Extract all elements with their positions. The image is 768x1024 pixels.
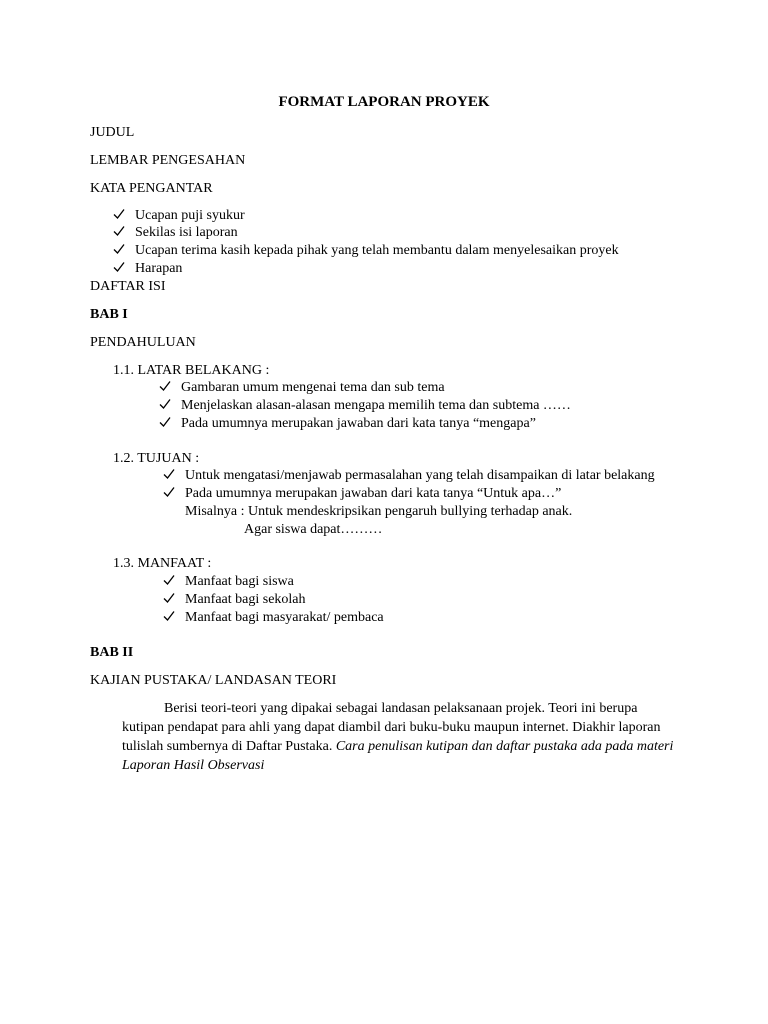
checkmark-icon <box>112 242 126 259</box>
list-item: Gambaran umum mengenai tema dan sub tema <box>181 380 445 395</box>
checkmark-icon <box>158 379 172 396</box>
example-text: Agar siswa dapat……… <box>244 522 383 537</box>
list-item: Ucapan puji syukur <box>135 208 245 223</box>
checkmark-icon <box>162 591 176 608</box>
checkmark-icon <box>162 467 176 484</box>
subheading-manfaat: 1.3. MANFAAT : <box>113 556 212 571</box>
heading-kata-pengantar: KATA PENGANTAR <box>90 181 213 196</box>
heading-pendahuluan: PENDAHULUAN <box>90 335 196 350</box>
list-item: Menjelaskan alasan-alasan mengapa memilih tema dan subtema …… <box>181 398 571 413</box>
heading-judul: JUDUL <box>90 125 135 140</box>
checkmark-icon <box>112 260 126 277</box>
list-item: Manfaat bagi sekolah <box>185 592 306 607</box>
checkmark-icon <box>112 224 126 241</box>
checkmark-icon <box>112 207 126 224</box>
heading-daftar-isi: DAFTAR ISI <box>90 279 166 294</box>
list-item: Untuk mengatasi/menjawab permasalahan yang telah disampaikan di latar belakang <box>185 468 655 483</box>
kajian-italic-text: Cara penulisan kutipan dan daftar pustaka ada pada materi Laporan Hasil Observasi <box>122 739 674 773</box>
list-item: Pada umumnya merupakan jawaban dari kata tanya “Untuk apa…” <box>185 486 562 501</box>
list-item: Manfaat bagi masyarakat/ pembaca <box>185 610 384 625</box>
heading-kajian-pustaka: KAJIAN PUSTAKA/ LANDASAN TEORI <box>90 673 337 688</box>
page-title: FORMAT LAPORAN PROYEK <box>278 94 490 110</box>
checkmark-icon <box>158 397 172 414</box>
list-item: Ucapan terima kasih kepada pihak yang telah membantu dalam menyelesaikan proyek <box>135 243 619 258</box>
list-item: Sekilas isi laporan <box>135 225 238 240</box>
list-item: Manfaat bagi siswa <box>185 574 294 589</box>
heading-bab-1: BAB I <box>90 307 128 322</box>
heading-lembar-pengesahan: LEMBAR PENGESAHAN <box>90 153 246 168</box>
checkmark-icon <box>162 573 176 590</box>
checkmark-icon <box>158 415 172 432</box>
heading-bab-2: BAB II <box>90 645 134 660</box>
kajian-text: Berisi teori-teori yang dipakai sebagai landasan pelaksanaan projek. Teori ini berupa kutipan pendapat para ahli yang dapat diambil dari buku-buku maupun internet. Diakhir laporan tulislah sumbernya di Daftar Pustaka. <box>122 701 661 754</box>
list-item: Harapan <box>135 261 183 276</box>
kajian-paragraph <box>122 699 682 775</box>
checkmark-icon <box>162 485 176 502</box>
checkmark-icon <box>162 609 176 626</box>
subheading-latar-belakang: 1.1. LATAR BELAKANG : <box>113 363 270 378</box>
subheading-tujuan: 1.2. TUJUAN : <box>113 451 200 466</box>
example-text: Misalnya : Untuk mendeskripsikan pengaruh bullying terhadap anak. <box>185 504 573 519</box>
list-item: Pada umumnya merupakan jawaban dari kata tanya “mengapa” <box>181 416 536 431</box>
